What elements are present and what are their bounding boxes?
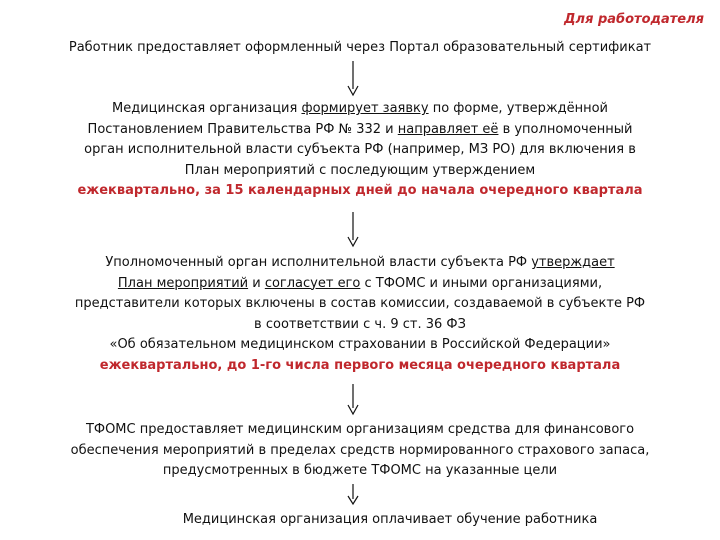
step-2-line-2 <box>10 120 710 141</box>
step-4-text <box>10 420 710 482</box>
step-2-action-send: направляет её <box>397 121 499 137</box>
step-2-action-form-request: формирует заявку <box>301 101 429 116</box>
arrow-down-icon <box>347 484 359 506</box>
step-2-text-part: Медицинская организация <box>112 101 302 116</box>
arrow-down-icon <box>347 212 359 248</box>
step-3-line-4: в соответствии с ч. 9 ст. 36 ФЗ <box>254 316 466 332</box>
step-3-line-1 <box>10 253 710 274</box>
step-2-text-part: Постановлением Правительства РФ № 332 и <box>87 121 398 137</box>
audience-tag: Для работодателя <box>563 12 704 27</box>
step-2-text-part: по форме, утверждённой <box>428 101 608 116</box>
step-3-text-part: Уполномоченный орган исполнительной власти субъекта РФ <box>105 255 532 270</box>
step-2-text <box>10 99 710 202</box>
arrow-down-icon <box>347 61 359 97</box>
step-3-action-approve: утверждает <box>531 255 615 270</box>
step-3-text-part: с ТФОМС и иными организациями, <box>360 275 603 291</box>
step-3-line-5: «Об обязательном медицинском страховании в Российской Федерации» <box>109 337 611 352</box>
step-3-text-part: и <box>248 275 265 291</box>
step-1-line: Работник предоставляет оформленный через Портал образовательный сертификат <box>68 40 652 55</box>
step-3-plan-label: План мероприятий <box>117 275 249 291</box>
step-3-line-2 <box>10 274 710 295</box>
step-1-text <box>10 38 710 59</box>
step-4-line-3: предусмотренных в бюджете ТФОМС на указанные цели <box>162 463 558 478</box>
step-3-text <box>10 253 710 376</box>
step-2-line-1 <box>10 99 710 120</box>
step-3-line-3: представители которых включены в состав комиссии, создаваемой в субъекте РФ <box>74 296 646 311</box>
step-2-line-4: План мероприятий с последующим утверждением <box>184 162 536 178</box>
step-3-deadline: ежеквартально, до 1-го числа первого месяца очередного квартала <box>99 357 621 373</box>
step-2-text-part: в уполномоченный <box>498 121 633 137</box>
step-5-text <box>40 510 720 531</box>
step-5-line: Медицинская организация оплачивает обучение работника <box>182 512 598 527</box>
step-3-action-agree: согласует его <box>264 275 361 291</box>
step-2-deadline: ежеквартально, за 15 календарных дней до начала очередного квартала <box>77 183 643 198</box>
arrow-down-icon <box>347 384 359 416</box>
step-4-line-1: ТФОМС предоставляет медицинским организациям средства для финансового <box>85 422 635 437</box>
step-2-line-3: орган исполнительной власти субъекта РФ (например, МЗ РО) для включения в <box>84 142 636 157</box>
step-4-line-2: обеспечения мероприятий в пределах средств нормированного страхового запаса, <box>70 442 650 458</box>
